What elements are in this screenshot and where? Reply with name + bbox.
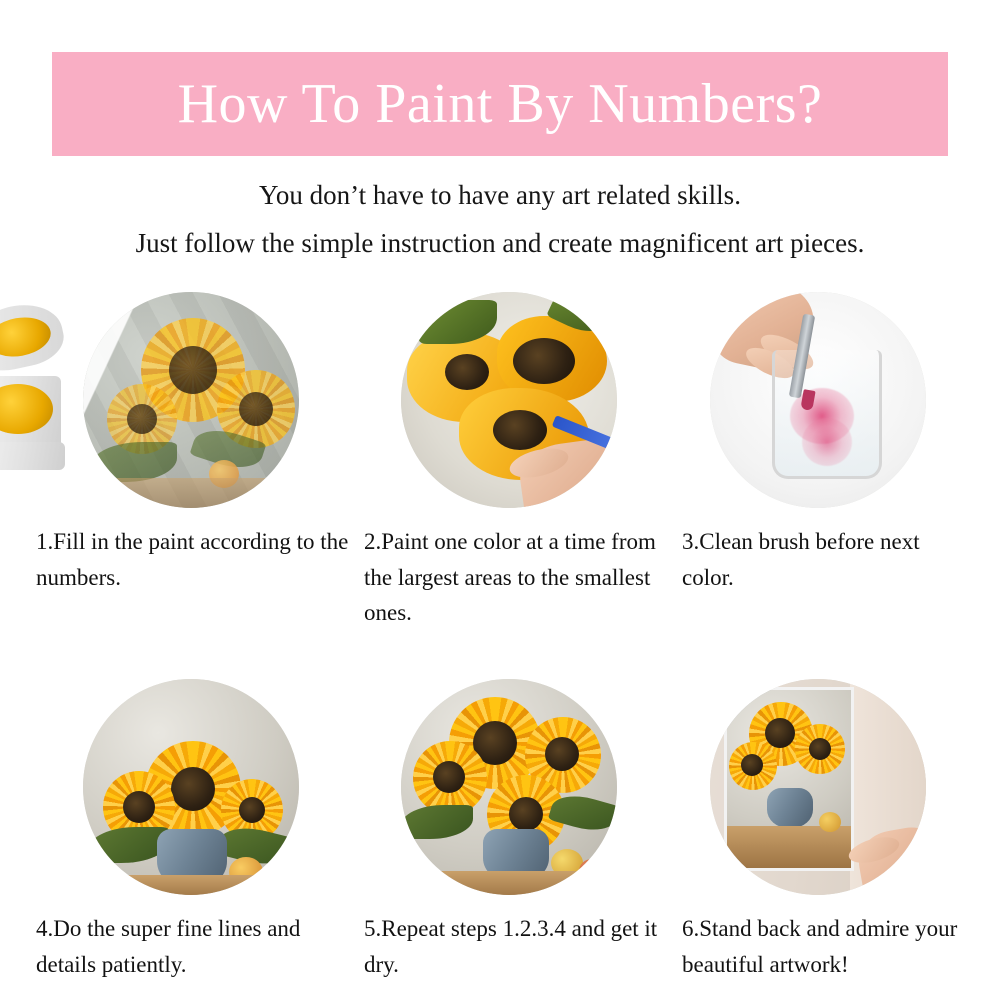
step-1-caption: 1.Fill in the paint according to the numbers. [36,529,349,590]
sunflower-core-icon [741,754,763,776]
table-surface [83,478,299,508]
table-surface [401,871,617,895]
intro-line-2: Just follow the simple instruction and create magnificent art pieces. [135,228,865,258]
step-item-2 [354,292,664,631]
step-1-photo [83,292,299,508]
sunflower-core-icon [239,392,273,426]
step-4-image-wrap [83,679,299,895]
step-item-6 [664,653,972,982]
step-item-1 [28,292,354,631]
table-surface [83,875,299,895]
step-item-4 [28,653,354,982]
step-3-image-wrap [710,292,926,508]
paint-swirl [802,418,852,466]
sunflower-core-icon [127,404,157,434]
fruit-icon [819,812,841,832]
step-item-3 [664,292,972,631]
sunflower-core-icon [123,791,155,823]
sunflower-core-icon [545,737,579,771]
steps-grid [28,292,972,982]
sunflower-core-icon [493,410,547,450]
page-title: How To Paint By Numbers? [177,73,823,135]
sunflower-core-icon [445,354,489,390]
sunflower-core-icon [433,761,465,793]
intro-line-1: You don’t have to have any art related skills. [259,180,741,210]
step-3-photo [710,292,926,508]
vase-icon [767,788,813,828]
step-4-caption: 4.Do the super fine lines and details patiently. [36,915,301,977]
step-6-photo [710,679,926,895]
step-4-photo [83,679,299,895]
paint-pot-base-icon [0,442,65,470]
step-2-photo [401,292,617,508]
step-item-5 [354,653,664,982]
sunflower-core-icon [765,718,795,748]
step-3-caption: 3.Clean brush before next color. [682,529,920,590]
page-title-band [52,52,948,156]
step-5-photo [401,679,617,895]
step-6-image-wrap [710,679,926,895]
step-5-caption: 5.Repeat steps 1.2.3.4 and get it dry. [364,915,658,977]
step-1-image-wrap [83,292,299,508]
framed-artwork [724,687,854,871]
sunflower-core-icon [239,797,265,823]
sunflower-core-icon [509,797,543,831]
sunflower-core-icon [169,346,217,394]
table-surface [727,826,851,868]
step-2-caption: 2.Paint one color at a time from the largest areas to the smallest ones. [364,529,656,626]
sunflower-core-icon [513,338,575,384]
sunflower-core-icon [809,738,831,760]
step-2-image-wrap [401,292,617,508]
step-5-image-wrap [401,679,617,895]
sunflower-core-icon [171,767,215,811]
step-6-caption: 6.Stand back and admire your beautiful artwork! [682,915,958,977]
